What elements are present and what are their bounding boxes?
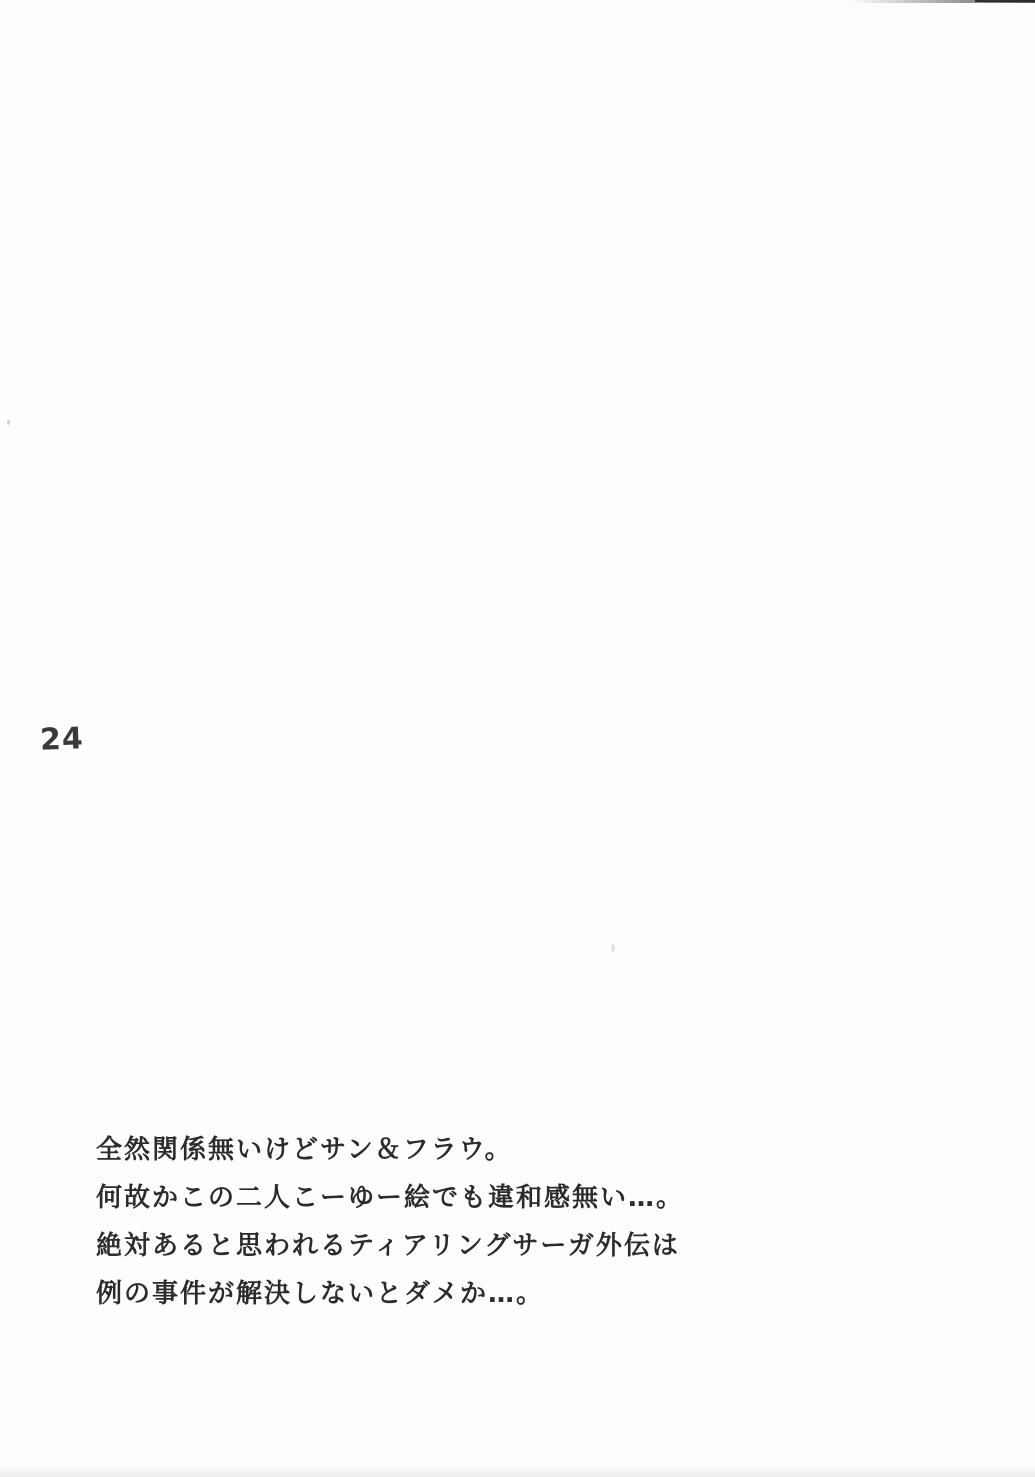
afterword-line: 例の事件が解決しないとダメか…。 [96, 1279, 545, 1309]
scan-edge-artifact-top-right [850, 0, 1035, 3]
afterword-line: 全然関係無いけどサン＆フラウ。 [96, 1135, 513, 1165]
page-number: 24 [39, 721, 85, 758]
afterword-line: 何故かこの二人こーゆー絵でも違和感無い…。 [96, 1183, 685, 1213]
afterword-line: 絶対あると思われるティアリングサーガ外伝は [96, 1231, 680, 1261]
paper-speck [7, 420, 10, 425]
scan-edge-artifact-bottom [0, 1467, 1035, 1477]
paper-speck [611, 944, 615, 952]
afterword-text-block [96, 1126, 684, 1318]
